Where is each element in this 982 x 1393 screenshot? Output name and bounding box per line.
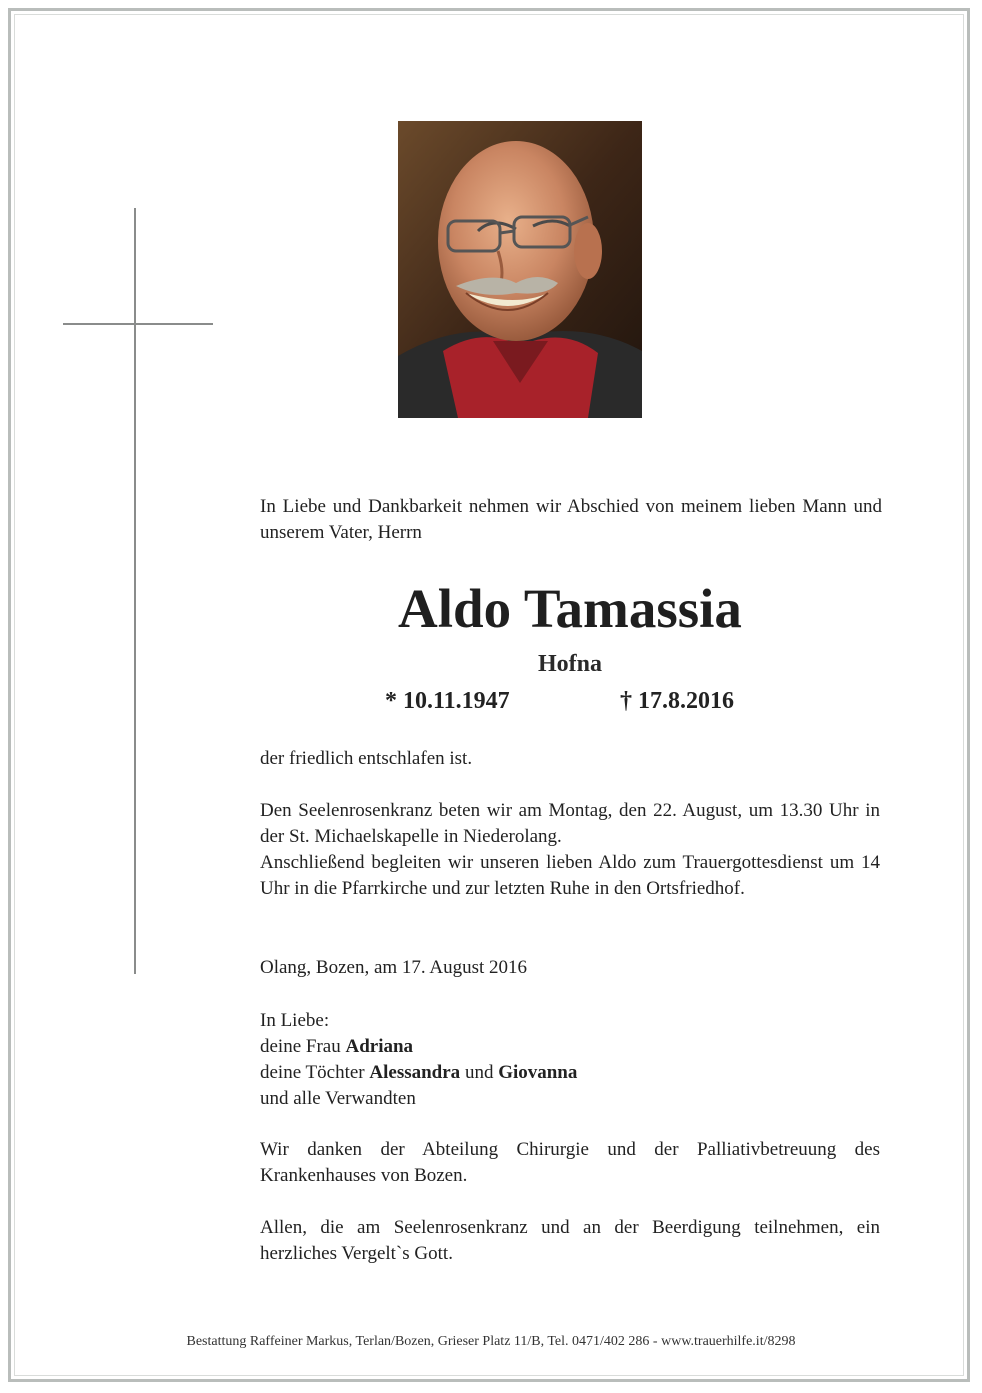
intro-text: In Liebe und Dankbarkeit nehmen wir Abschied von meinem lieben Mann und unserem Vater, Herrn <box>260 496 882 543</box>
relatives-line: und alle Verwandten <box>260 1088 416 1109</box>
thanks-text: Wir danken der Abteilung Chirurgie und der Palliativbetreuung des Krankenhauses von Bozen. <box>260 1139 880 1186</box>
family-block <box>260 1008 880 1112</box>
place-date: Olang, Bozen, am 17. August 2016 <box>260 957 528 978</box>
service-followup-text: Anschließend begleiten wir unseren lieben Aldo zum Trauergottesdienst um 14 Uhr in die Pfarrkirche und zur letzten Ruhe in den Ortsfriedhof. <box>260 852 880 899</box>
service-text: Den Seelenrosenkranz beten wir am Montag, den 22. August, um 13.30 Uhr in der St. Michaelskapelle in Niederolang. <box>260 800 880 847</box>
daughters-and: und <box>460 1062 499 1083</box>
portrait-photo <box>398 121 642 418</box>
daughters-line <box>260 1060 880 1086</box>
funeral-home-footer: Bestattung Raffeiner Markus, Terlan/Bozen, Grieser Platz 11/B, Tel. 0471/402 286 - www.trauerhilfe.it/8298 <box>186 1334 796 1349</box>
daughter-name-1: Alessandra <box>369 1062 461 1083</box>
birth-date: * 10.11.1947 <box>385 688 510 714</box>
family-heading: In Liebe: <box>260 1010 330 1031</box>
nickname: Hofna <box>537 651 602 677</box>
deceased-name: Aldo Tamassia <box>398 578 742 639</box>
wife-line <box>260 1034 880 1060</box>
farewell-text: Allen, die am Seelenrosenkranz und an der Beerdigung teilnehmen, ein herzliches Vergelt`s Gott. <box>260 1217 880 1264</box>
passed-text: der friedlich entschlafen ist. <box>260 748 473 769</box>
wife-name: Adriana <box>345 1036 414 1057</box>
wife-prefix: deine Frau <box>260 1036 346 1057</box>
cross-horizontal <box>63 323 213 325</box>
service-paragraph <box>260 798 880 902</box>
death-date: † 17.8.2016 <box>620 688 734 714</box>
daughters-prefix: deine Töchter <box>260 1062 370 1083</box>
daughter-name-2: Giovanna <box>498 1062 578 1083</box>
